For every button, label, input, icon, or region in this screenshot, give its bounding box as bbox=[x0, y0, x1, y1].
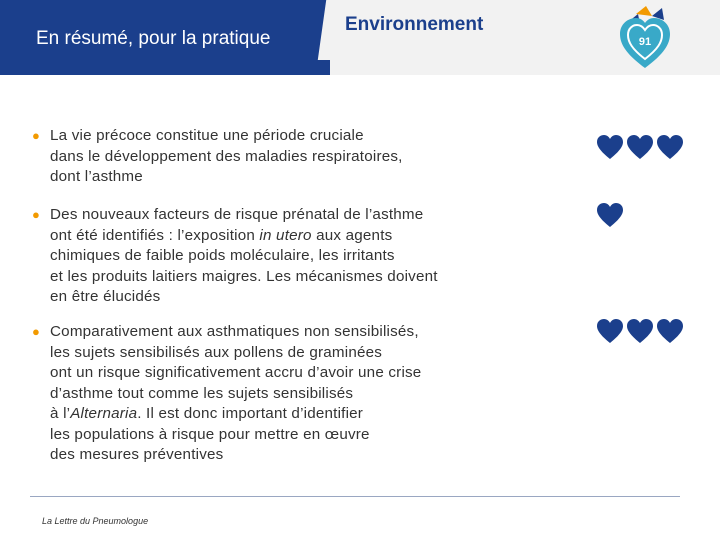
bullet-line: et les produits laitiers maigres. Les mécanismes doivent bbox=[50, 267, 438, 285]
bullet-line: Des nouveaux facteurs de risque prénatal de l’asthme bbox=[50, 206, 424, 223]
bullet-dot: ● bbox=[32, 128, 41, 143]
heart-rating bbox=[596, 202, 626, 233]
journal-name: La Lettre du Pneumologue bbox=[42, 516, 149, 526]
bullet-line: La vie précoce constitue une période cruciale bbox=[50, 127, 364, 144]
bullet-line: ont un risque significativement accru d’avoir une crise bbox=[50, 364, 422, 381]
section-title: Environnement bbox=[345, 14, 484, 35]
bullet-line: dans le développement des maladies respiratoires, bbox=[50, 147, 403, 165]
slide-title: En résumé, pour la pratique bbox=[36, 28, 271, 49]
bullet-line: les populations à risque pour mettre en œuvre bbox=[50, 425, 370, 443]
heart-icon bbox=[626, 318, 654, 344]
bullet-line: les sujets sensibilisés aux pollens de graminées bbox=[50, 343, 383, 361]
page-badge bbox=[616, 4, 686, 74]
heart-icon bbox=[596, 202, 624, 228]
bullet-dot: ● bbox=[32, 207, 41, 222]
bullet-text bbox=[50, 205, 512, 308]
bullet-line: en être élucidés bbox=[50, 288, 161, 305]
heart-icon bbox=[596, 318, 624, 344]
bullet-item bbox=[32, 126, 512, 188]
slide-header bbox=[0, 0, 720, 75]
bullet-line: Comparativement aux asthmatiques non sensibilisés, bbox=[50, 323, 419, 340]
heart-rating bbox=[596, 318, 686, 349]
bullet-line: des mesures préventives bbox=[50, 446, 224, 463]
bullet-item bbox=[32, 205, 512, 308]
bullet-text bbox=[50, 322, 512, 466]
bullet-line: ont été identifiés : l’exposition in utero aux agents bbox=[50, 226, 393, 244]
heart-icon bbox=[656, 318, 684, 344]
footer-divider bbox=[30, 496, 680, 497]
heart-icon bbox=[626, 134, 654, 160]
heart-icon bbox=[596, 134, 624, 160]
heart-icon bbox=[656, 134, 684, 160]
bullet-text bbox=[50, 126, 512, 188]
bullet-line: d’asthme tout comme les sujets sensibilisés bbox=[50, 384, 354, 402]
heart-rating bbox=[596, 134, 686, 165]
bullet-line: à l’Alternaria. Il est donc important d’identifier bbox=[50, 405, 364, 422]
bullet-item bbox=[32, 322, 512, 466]
bullet-dot: ● bbox=[32, 324, 41, 339]
page-number: 91 bbox=[638, 36, 652, 48]
bullet-line: dont l’asthme bbox=[50, 168, 143, 185]
bullet-line: chimiques de faible poids moléculaire, les irritants bbox=[50, 247, 395, 264]
